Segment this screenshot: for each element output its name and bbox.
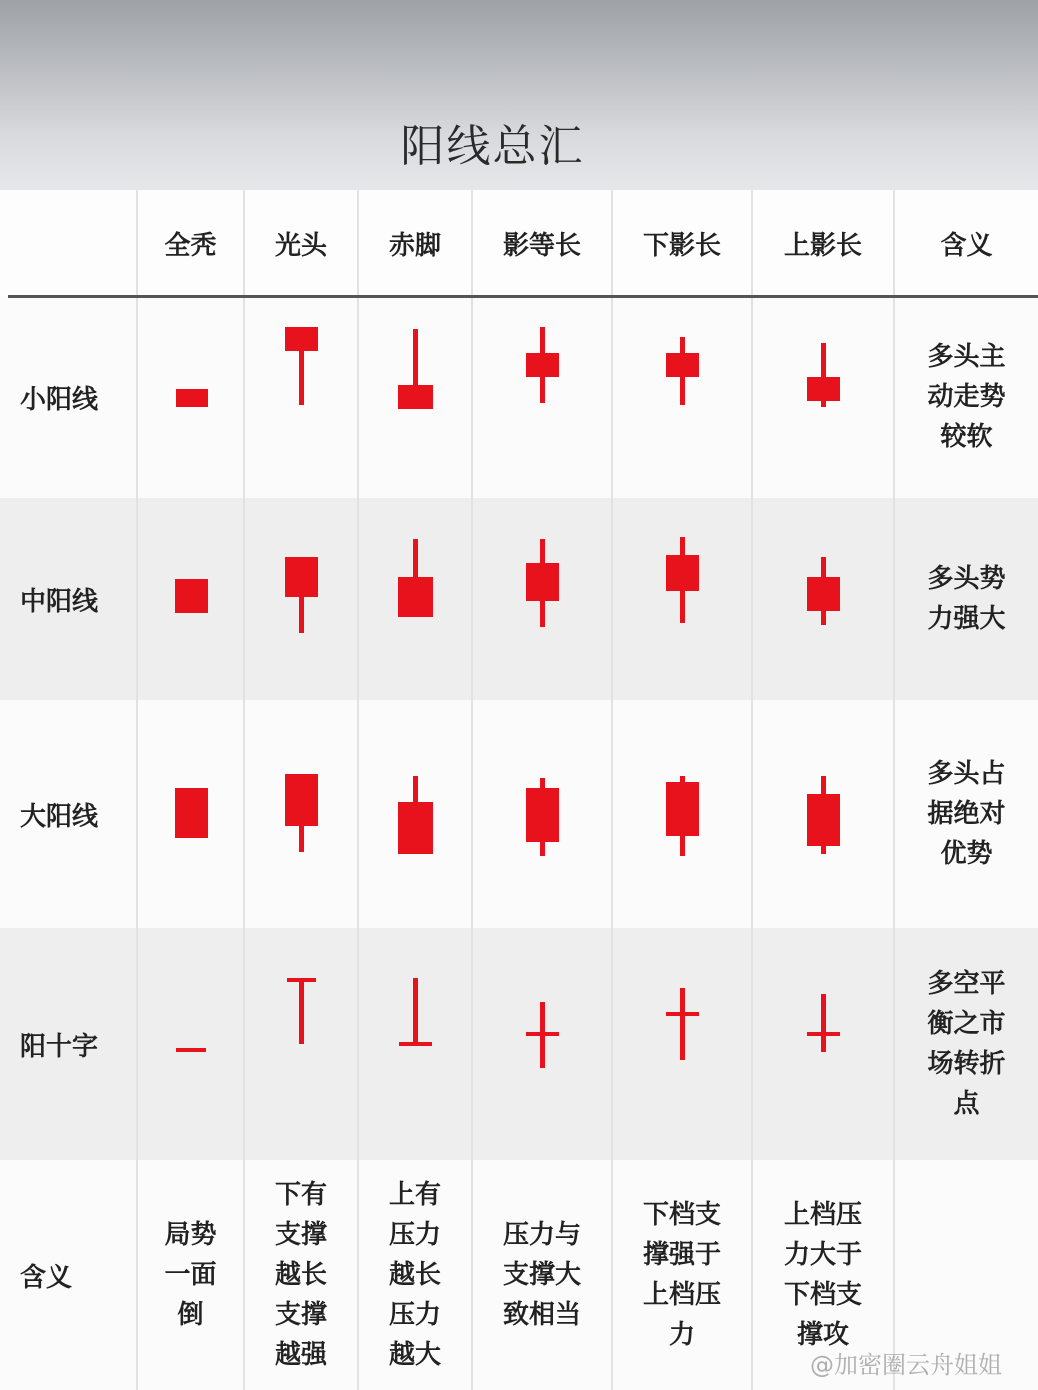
col-header: 光头 bbox=[245, 190, 359, 296]
candle-icon bbox=[161, 974, 221, 1114]
col-header: 下影长 bbox=[613, 190, 753, 296]
footer-meaning: 压力与 支撑大 致相当 bbox=[473, 1160, 613, 1390]
candle-icon bbox=[512, 744, 572, 884]
col-header: 赤脚 bbox=[359, 190, 473, 296]
footer-meaning: 局势 一面 倒 bbox=[138, 1160, 245, 1390]
col-header: 影等长 bbox=[473, 190, 613, 296]
row-meaning: 多头占 据绝对 优势 bbox=[895, 700, 1038, 928]
header-divider bbox=[8, 295, 1038, 298]
candle-icon bbox=[793, 529, 853, 669]
col-header: 上影长 bbox=[753, 190, 895, 296]
candle-icon bbox=[385, 327, 445, 467]
candle-icon bbox=[161, 744, 221, 884]
col-header: 含义 bbox=[895, 190, 1038, 296]
candle-icon bbox=[512, 529, 572, 669]
footer-meaning: 下档支 撑强于 上档压 力 bbox=[613, 1160, 753, 1390]
candle-icon bbox=[652, 974, 712, 1114]
header-corner bbox=[0, 190, 138, 296]
candle-icon bbox=[652, 744, 712, 884]
row-meaning: 多头势 力强大 bbox=[895, 498, 1038, 700]
watermark: @加密圈云舟姐姐 bbox=[810, 1351, 1002, 1379]
candle-icon bbox=[271, 529, 331, 669]
row-label: 大阳线 bbox=[0, 700, 138, 928]
page-title: 阳线总汇 bbox=[400, 121, 585, 172]
row-label: 小阳线 bbox=[0, 296, 138, 498]
candle-icon bbox=[271, 327, 331, 467]
candle-icon bbox=[793, 974, 853, 1114]
candle-icon bbox=[652, 529, 712, 669]
candle-icon bbox=[793, 744, 853, 884]
candle-icon bbox=[385, 744, 445, 884]
row-meaning: 多空平 衡之市 场转折 点 bbox=[895, 928, 1038, 1160]
candle-icon bbox=[161, 327, 221, 467]
candle-icon bbox=[271, 744, 331, 884]
candle-icon bbox=[652, 327, 712, 467]
row-label: 中阳线 bbox=[0, 498, 138, 700]
col-header: 全秃 bbox=[138, 190, 245, 296]
candle-icon bbox=[161, 529, 221, 669]
row-meaning: 多头主 动走势 较软 bbox=[895, 296, 1038, 498]
footer-meaning: 上档压 力大于 下档支 撑攻 bbox=[753, 1160, 895, 1390]
candlestick-table bbox=[0, 190, 1038, 1390]
footer-meaning: 上有 压力 越长 压力 越大 bbox=[359, 1160, 473, 1390]
candle-icon bbox=[385, 974, 445, 1114]
row-label: 阳十字 bbox=[0, 928, 138, 1160]
footer-meaning: 下有 支撑 越长 支撑 越强 bbox=[245, 1160, 359, 1390]
candle-icon bbox=[385, 529, 445, 669]
footer-label: 含义 bbox=[0, 1160, 138, 1390]
candle-icon bbox=[512, 974, 572, 1114]
candle-icon bbox=[512, 327, 572, 467]
candle-icon bbox=[793, 327, 853, 467]
candle-icon bbox=[271, 974, 331, 1114]
